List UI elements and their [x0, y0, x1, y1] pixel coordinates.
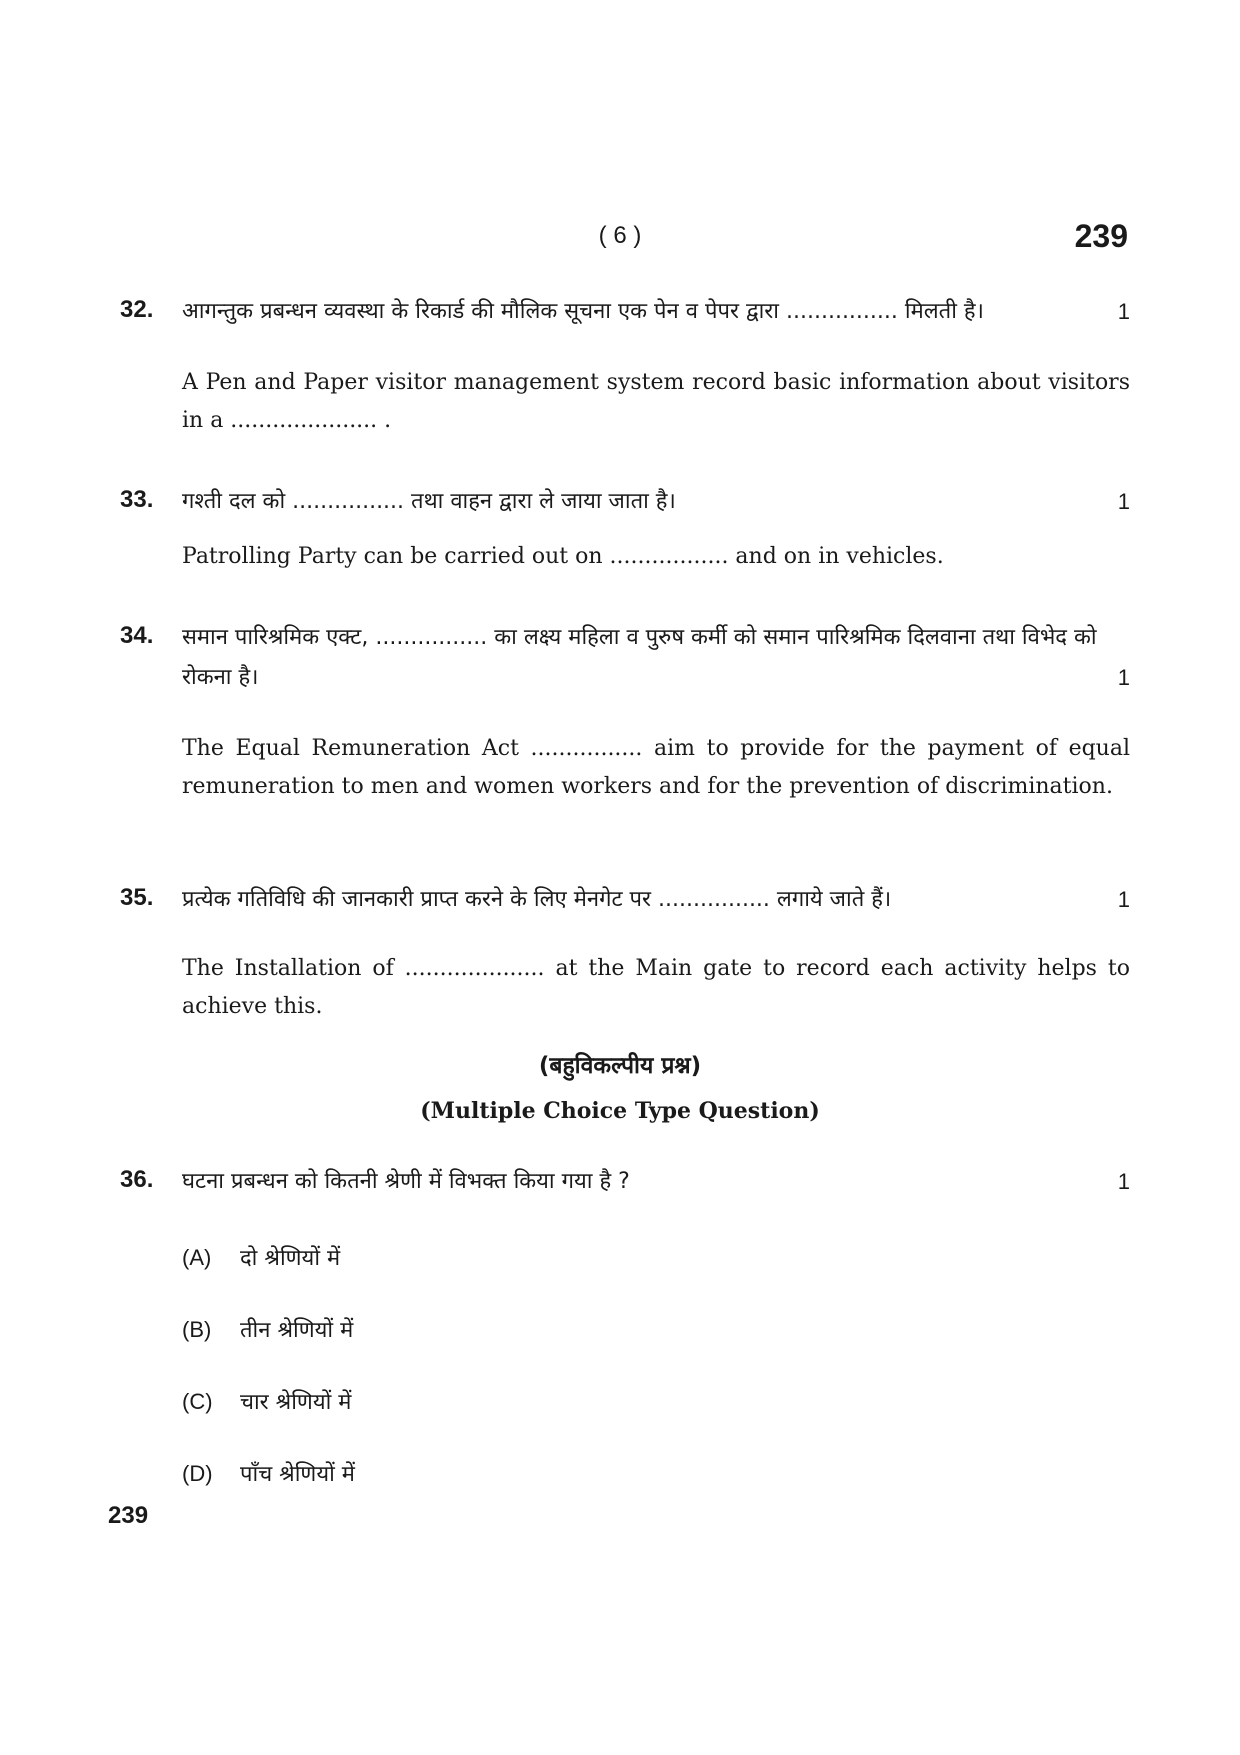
question-number: 32.	[120, 296, 154, 323]
option-label: (B)	[182, 1317, 212, 1342]
footer-paper-code: 239	[108, 1502, 149, 1529]
question-35	[120, 880, 1130, 1026]
question-number: 33.	[120, 486, 154, 513]
question-hindi-text: आगन्तुक प्रबन्धन व्यवस्था के रिकार्ड की मौलिक सूचना एक पेन व पेपर द्वारा ................ मिलती है।	[182, 299, 984, 324]
question-hindi	[182, 880, 1130, 920]
option-text: चार श्रेणियों में	[240, 1390, 352, 1415]
question-number: 34.	[120, 622, 154, 649]
option-text: तीन श्रेणियों में	[240, 1318, 354, 1343]
question-marks: 1	[1117, 665, 1130, 690]
option-c	[182, 1386, 351, 1416]
option-text: दो श्रेणियों में	[240, 1246, 341, 1271]
question-english: Patrolling Party can be carried out on ................. and on in vehicles.	[182, 544, 944, 569]
option-d	[182, 1458, 355, 1488]
question-english: The Installation of .................... at the Main gate to record each activity helps to achieve this.	[182, 956, 1130, 1019]
question-hindi	[182, 292, 1130, 332]
question-number: 35.	[120, 884, 154, 911]
question-33	[120, 482, 1130, 576]
option-text: पाँच श्रेणियों में	[240, 1462, 355, 1487]
question-marks: 1	[1117, 887, 1130, 912]
question-marks: 1	[1117, 489, 1130, 514]
option-a	[182, 1242, 340, 1272]
question-hindi-text: प्रत्येक गतिविधि की जानकारी प्राप्त करने के लिए मेनगेट पर ................ लगाये जाते हैं।	[182, 887, 892, 912]
question-34	[120, 618, 1130, 806]
question-marks: 1	[1117, 299, 1130, 324]
page-number: ( 6 )	[598, 222, 642, 249]
paper-code: 239	[1074, 218, 1128, 254]
section-heading-hindi: (बहुविकल्पीय प्रश्न)	[538, 1053, 702, 1079]
question-hindi-text: गश्ती दल को ................ तथा वाहन द्वारा ले जाया जाता है।	[182, 489, 676, 514]
question-marks: 1	[1117, 1169, 1130, 1194]
option-label: (A)	[182, 1245, 212, 1270]
question-32	[120, 292, 1130, 440]
question-hindi	[182, 482, 1130, 522]
question-hindi-text: घटना प्रबन्धन को कितनी श्रेणी में विभक्त किया गया है ?	[182, 1169, 630, 1194]
question-english: A Pen and Paper visitor management system record basic information about visitors in a ..................... .	[182, 370, 1130, 433]
option-b	[182, 1314, 353, 1344]
question-hindi	[182, 618, 1130, 698]
section-heading-english: (Multiple Choice Type Question)	[420, 1098, 820, 1124]
question-hindi	[182, 1162, 1130, 1202]
question-hindi-text: समान पारिश्रमिक एक्ट, ................ का लक्ष्य महिला व पुरुष कर्मी को समान पारिश्रमिक दिलवाना तथा विभेद को रोकना है।	[182, 625, 1097, 690]
option-label: (D)	[182, 1461, 213, 1486]
question-number: 36.	[120, 1166, 154, 1193]
question-english: The Equal Remuneration Act ................ aim to provide for the payment of equal remuneration to men and women workers and for the prevention of discrimination.	[182, 736, 1130, 799]
question-36	[120, 1162, 1130, 1202]
option-label: (C)	[182, 1389, 213, 1414]
